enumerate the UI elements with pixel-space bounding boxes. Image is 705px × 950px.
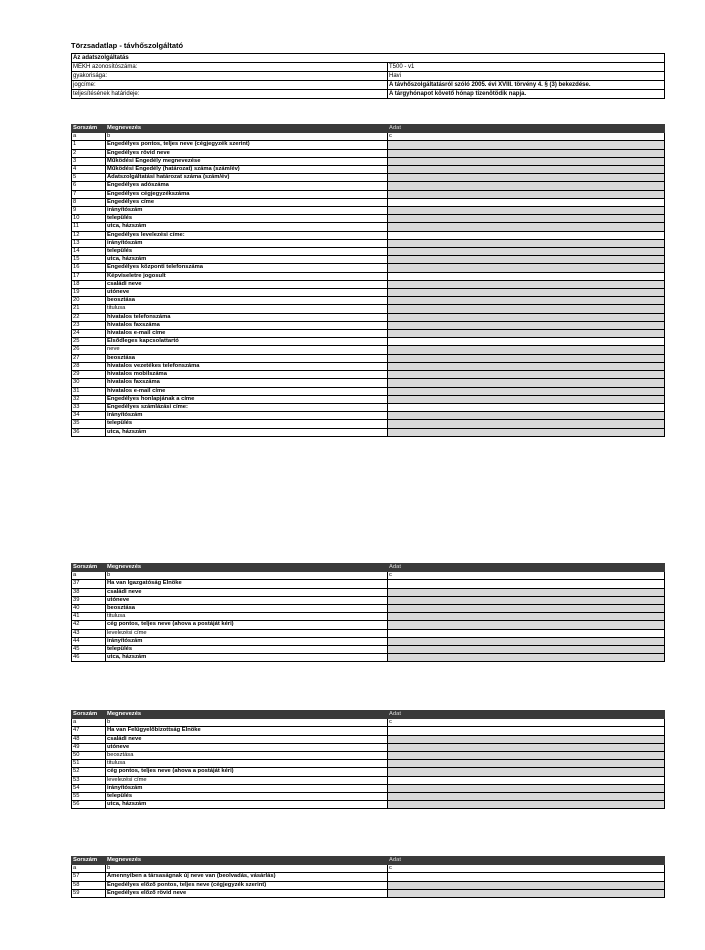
row-label: hivatalos e-mail címe [106,330,388,338]
table-row [72,395,665,403]
data-input-cell[interactable] [388,428,665,436]
table-row [72,605,665,613]
data-input-cell[interactable] [388,362,665,370]
header-megnevezes: Megnevezés [106,711,388,719]
table-row [72,346,665,354]
row-label: beosztása [106,354,388,362]
row-number: 5 [72,174,106,182]
table-row [72,149,665,157]
data-input-cell[interactable] [388,313,665,321]
header-megnevezes: Megnevezés [106,857,388,865]
info-label: teljesítésének határideje: [72,90,388,99]
table-row [72,654,665,662]
table-row [72,752,665,760]
row-label: utca, házszám [106,223,388,231]
table-row [72,182,665,190]
data-input-cell[interactable] [388,588,665,596]
data-input-cell[interactable] [388,735,665,743]
table-header-row [72,857,665,865]
data-input-cell[interactable] [388,346,665,354]
row-label: irányítószám [106,207,388,215]
table-row [72,793,665,801]
row-number: 25 [72,338,106,346]
row-number: 40 [72,605,106,613]
data-input-cell[interactable] [388,264,665,272]
header-adat: Adat [388,564,665,572]
row-number: 46 [72,654,106,662]
data-input-cell[interactable] [388,646,665,654]
data-input-cell[interactable] [388,174,665,182]
data-input-cell[interactable] [388,248,665,256]
data-input-cell [388,403,665,411]
row-label: utca, házszám [106,428,388,436]
row-number: 34 [72,412,106,420]
table-row [72,889,665,897]
header-sorszam: Sorszám [72,857,106,865]
row-number: 10 [72,215,106,223]
table-row [72,313,665,321]
row-label: Engedélyes cégjegyzékszáma [106,190,388,198]
row-number: 41 [72,613,106,621]
data-table-section-4 [71,856,665,898]
table-row [72,646,665,654]
row-number: 21 [72,305,106,313]
row-number: 24 [72,330,106,338]
row-number: 13 [72,239,106,247]
data-input-cell [388,338,665,346]
row-number: 16 [72,264,106,272]
data-input-cell[interactable] [388,637,665,645]
row-label: levelezési címe [106,629,388,637]
data-input-cell[interactable] [388,207,665,215]
row-label: levelezési címe [106,776,388,784]
table-row [72,141,665,149]
data-input-cell[interactable] [388,182,665,190]
table-row [72,379,665,387]
row-number: 27 [72,354,106,362]
data-input-cell[interactable] [388,371,665,379]
row-label: családi neve [106,280,388,288]
row-label: hivatalos mobilszáma [106,371,388,379]
row-number: 52 [72,768,106,776]
row-number: 8 [72,198,106,206]
letter-cell-b: b [106,719,388,727]
data-table-section-3 [71,710,665,809]
info-row [72,72,665,81]
data-input-cell[interactable] [388,321,665,329]
row-label: Működési Engedély megnevezése [106,157,388,165]
row-label: Engedélyes adószáma [106,182,388,190]
row-label: Engedélyes rövid neve [106,149,388,157]
table-row [72,760,665,768]
row-number: 29 [72,371,106,379]
row-number: 1 [72,141,106,149]
table-row [72,338,665,346]
letter-cell-a: a [72,719,106,727]
letter-cell-a: a [72,865,106,873]
row-number: 48 [72,735,106,743]
data-input-cell[interactable] [388,412,665,420]
table-row [72,362,665,370]
header-adat: Adat [388,711,665,719]
row-number: 19 [72,289,106,297]
row-label: irányítószám [106,412,388,420]
data-input-cell[interactable] [388,387,665,395]
table-row [72,297,665,305]
table-row [72,272,665,280]
data-input-cell [388,776,665,784]
row-label: Engedélyes központi telefonszáma [106,264,388,272]
row-label: Engedélyes előző rövid neve [106,889,388,897]
letter-cell-c: c [388,133,665,141]
row-number: 47 [72,727,106,735]
row-label: Engedélyes előző pontos, teljes neve (cégjegyzék szerint) [106,881,388,889]
info-value: Havi [388,72,665,81]
table-row [72,428,665,436]
table-header-row [72,125,665,133]
data-input-cell[interactable] [388,280,665,288]
letter-cell-b: b [106,572,388,580]
row-label: irányítószám [106,784,388,792]
row-label: utóneve [106,743,388,751]
row-label: titulusa [106,760,388,768]
row-number: 22 [72,313,106,321]
data-input-cell[interactable] [388,760,665,768]
table-row [72,371,665,379]
row-number: 45 [72,646,106,654]
table-row [72,248,665,256]
letter-cell-c: c [388,572,665,580]
data-input-cell[interactable] [388,395,665,403]
info-value: T500 - v1 [388,63,665,72]
row-label: Engedélyes címe [106,198,388,206]
header-megnevezes: Megnevezés [106,564,388,572]
row-label: cég pontos, teljes neve (ahova a postáját kéri) [106,621,388,629]
row-label: utóneve [106,289,388,297]
info-row [72,63,665,72]
data-input-cell[interactable] [388,379,665,387]
data-input-cell[interactable] [388,420,665,428]
data-input-cell [388,198,665,206]
row-label: Ha van Felügyelőbizottság Elnöke [106,727,388,735]
row-label: cég pontos, teljes neve (ahova a postáját kéri) [106,768,388,776]
data-input-cell [388,580,665,588]
data-input-cell[interactable] [388,256,665,264]
row-number: 7 [72,190,106,198]
row-label: Ha van Igazgatóság Elnöke [106,580,388,588]
data-input-cell[interactable] [388,793,665,801]
row-number: 33 [72,403,106,411]
row-label: Engedélyes számlázási címe: [106,403,388,411]
row-label: település [106,248,388,256]
table-row [72,881,665,889]
table-row [72,776,665,784]
table-row [72,264,665,272]
data-input-cell[interactable] [388,305,665,313]
info-label: gyakorisága: [72,72,388,81]
letter-cell-b: b [106,133,388,141]
row-label: Elsődleges kapcsolattartó [106,338,388,346]
row-number: 54 [72,784,106,792]
info-label: jogcíme: [72,81,388,90]
row-number: 3 [72,157,106,165]
row-label: irányítószám [106,637,388,645]
data-input-cell[interactable] [388,330,665,338]
row-label: Képviseletre jogosult [106,272,388,280]
row-label: település [106,793,388,801]
row-number: 30 [72,379,106,387]
row-number: 56 [72,801,106,809]
data-input-cell[interactable] [388,141,665,149]
row-number: 42 [72,621,106,629]
row-number: 36 [72,428,106,436]
row-number: 38 [72,588,106,596]
row-label: Engedélyes levelezési címe: [106,231,388,239]
data-input-cell[interactable] [388,239,665,247]
row-number: 23 [72,321,106,329]
row-label: titulusa [106,305,388,313]
table-row [72,596,665,604]
letter-cell-a: a [72,572,106,580]
table-row [72,588,665,596]
table-row [72,387,665,395]
info-label: MEKH azonosítószáma: [72,63,388,72]
table-row [72,280,665,288]
data-input-cell [388,231,665,239]
row-number: 39 [72,596,106,604]
table-row [72,637,665,645]
table-row [72,330,665,338]
data-input-cell[interactable] [388,752,665,760]
row-label: Engedélyes pontos, teljes neve (cégjegyzék szerint) [106,141,388,149]
table-row [72,166,665,174]
header-adat: Adat [388,857,665,865]
row-label: település [106,420,388,428]
page-title: Törzsadatlap - távhőszolgáltató [71,41,184,50]
table-row [72,321,665,329]
info-table-body [72,54,665,99]
table-row [72,207,665,215]
data-input-cell[interactable] [388,297,665,305]
row-label: utca, házszám [106,654,388,662]
row-number: 28 [72,362,106,370]
row-number: 44 [72,637,106,645]
row-label: beosztása [106,297,388,305]
row-label: hivatalos vezetékes telefonszáma [106,362,388,370]
table-header-row [72,564,665,572]
data-input-cell[interactable] [388,621,665,629]
table-row [72,198,665,206]
header-adat: Adat [388,125,665,133]
data-input-cell[interactable] [388,889,665,897]
row-number: 59 [72,889,106,897]
data-input-cell[interactable] [388,654,665,662]
data-input-cell[interactable] [388,223,665,231]
row-label: Adatszolgáltatási határozat száma (szám/év) [106,174,388,182]
table-row [72,735,665,743]
row-label: Amennyiben a társaságnak új neve van (beolvadás, vásárlás) [106,873,388,881]
row-number: 12 [72,231,106,239]
table-row [72,580,665,588]
table-row [72,412,665,420]
data-input-cell[interactable] [388,149,665,157]
data-input-cell [388,873,665,881]
table-row [72,621,665,629]
row-label: hivatalos e-mail címe [106,387,388,395]
row-number: 11 [72,223,106,231]
table-row [72,231,665,239]
letter-cell-c: c [388,719,665,727]
row-label: családi neve [106,735,388,743]
row-label: település [106,215,388,223]
data-input-cell[interactable] [388,613,665,621]
table-row [72,215,665,223]
letter-cell-c: c [388,865,665,873]
table-row [72,403,665,411]
data-input-cell[interactable] [388,881,665,889]
data-input-cell[interactable] [388,289,665,297]
header-megnevezes: Megnevezés [106,125,388,133]
data-input-cell [388,629,665,637]
table-row [72,873,665,881]
row-label: utca, házszám [106,801,388,809]
row-label: Működési Engedély (határozat) száma (szám/év) [106,166,388,174]
row-number: 53 [72,776,106,784]
header-sorszam: Sorszám [72,564,106,572]
row-label: hivatalos faxszáma [106,321,388,329]
row-label: Engedélyes honlapjának a címe [106,395,388,403]
data-input-cell [388,727,665,735]
table-letter-row [72,719,665,727]
data-input-cell [388,272,665,280]
table-letter-row [72,865,665,873]
table-row [72,727,665,735]
letter-cell-b: b [106,865,388,873]
info-row [72,81,665,90]
header-sorszam: Sorszám [72,711,106,719]
row-number: 50 [72,752,106,760]
row-label: település [106,646,388,654]
row-label: családi neve [106,588,388,596]
row-label: hivatalos telefonszáma [106,313,388,321]
row-number: 18 [72,280,106,288]
data-input-cell[interactable] [388,784,665,792]
table-row [72,223,665,231]
row-number: 26 [72,346,106,354]
table-row [72,768,665,776]
data-table-section-2 [71,563,665,662]
data-input-cell[interactable] [388,743,665,751]
row-number: 9 [72,207,106,215]
info-row [72,90,665,99]
row-label: utca, házszám [106,256,388,264]
row-label: titulusa [106,613,388,621]
table-row [72,157,665,165]
row-number: 6 [72,182,106,190]
info-header: Az adatszolgáltatás [72,54,665,63]
row-number: 32 [72,395,106,403]
info-value: A távhőszolgáltatásról szóló 2005. évi XVIII. törvény 4. § (3) bekezdése. [388,81,665,90]
letter-cell-a: a [72,133,106,141]
table-row [72,784,665,792]
row-label: beosztása [106,752,388,760]
header-sorszam: Sorszám [72,125,106,133]
data-input-cell[interactable] [388,801,665,809]
table-row [72,354,665,362]
row-label: beosztása [106,605,388,613]
table-row [72,420,665,428]
table-row [72,613,665,621]
row-number: 31 [72,387,106,395]
row-label: irányítószám [106,239,388,247]
table-row [72,289,665,297]
table-row [72,743,665,751]
table-letter-row [72,133,665,141]
data-input-cell[interactable] [388,166,665,174]
row-label: hivatalos faxszáma [106,379,388,387]
table-header-row [72,711,665,719]
table-row [72,801,665,809]
data-input-cell[interactable] [388,605,665,613]
table-row [72,239,665,247]
row-number: 4 [72,166,106,174]
row-number: 17 [72,272,106,280]
row-label: utóneve [106,596,388,604]
table-row [72,305,665,313]
info-value: A tárgyhónapot követő hónap tizenötödik napja. [388,90,665,99]
row-label: neve [106,346,388,354]
data-input-cell[interactable] [388,596,665,604]
row-number: 43 [72,629,106,637]
row-number: 37 [72,580,106,588]
table-row [72,174,665,182]
row-number: 20 [72,297,106,305]
info-table [71,53,665,99]
row-number: 14 [72,248,106,256]
row-number: 15 [72,256,106,264]
table-letter-row [72,572,665,580]
data-input-cell[interactable] [388,354,665,362]
row-number: 51 [72,760,106,768]
data-input-cell[interactable] [388,157,665,165]
table-row [72,629,665,637]
data-table-section-1 [71,124,665,437]
row-number: 57 [72,873,106,881]
table-row [72,190,665,198]
data-input-cell[interactable] [388,768,665,776]
row-number: 35 [72,420,106,428]
data-input-cell[interactable] [388,190,665,198]
row-number: 58 [72,881,106,889]
table-row [72,256,665,264]
data-input-cell[interactable] [388,215,665,223]
row-number: 2 [72,149,106,157]
row-number: 49 [72,743,106,751]
row-number: 55 [72,793,106,801]
info-header-row [72,54,665,63]
